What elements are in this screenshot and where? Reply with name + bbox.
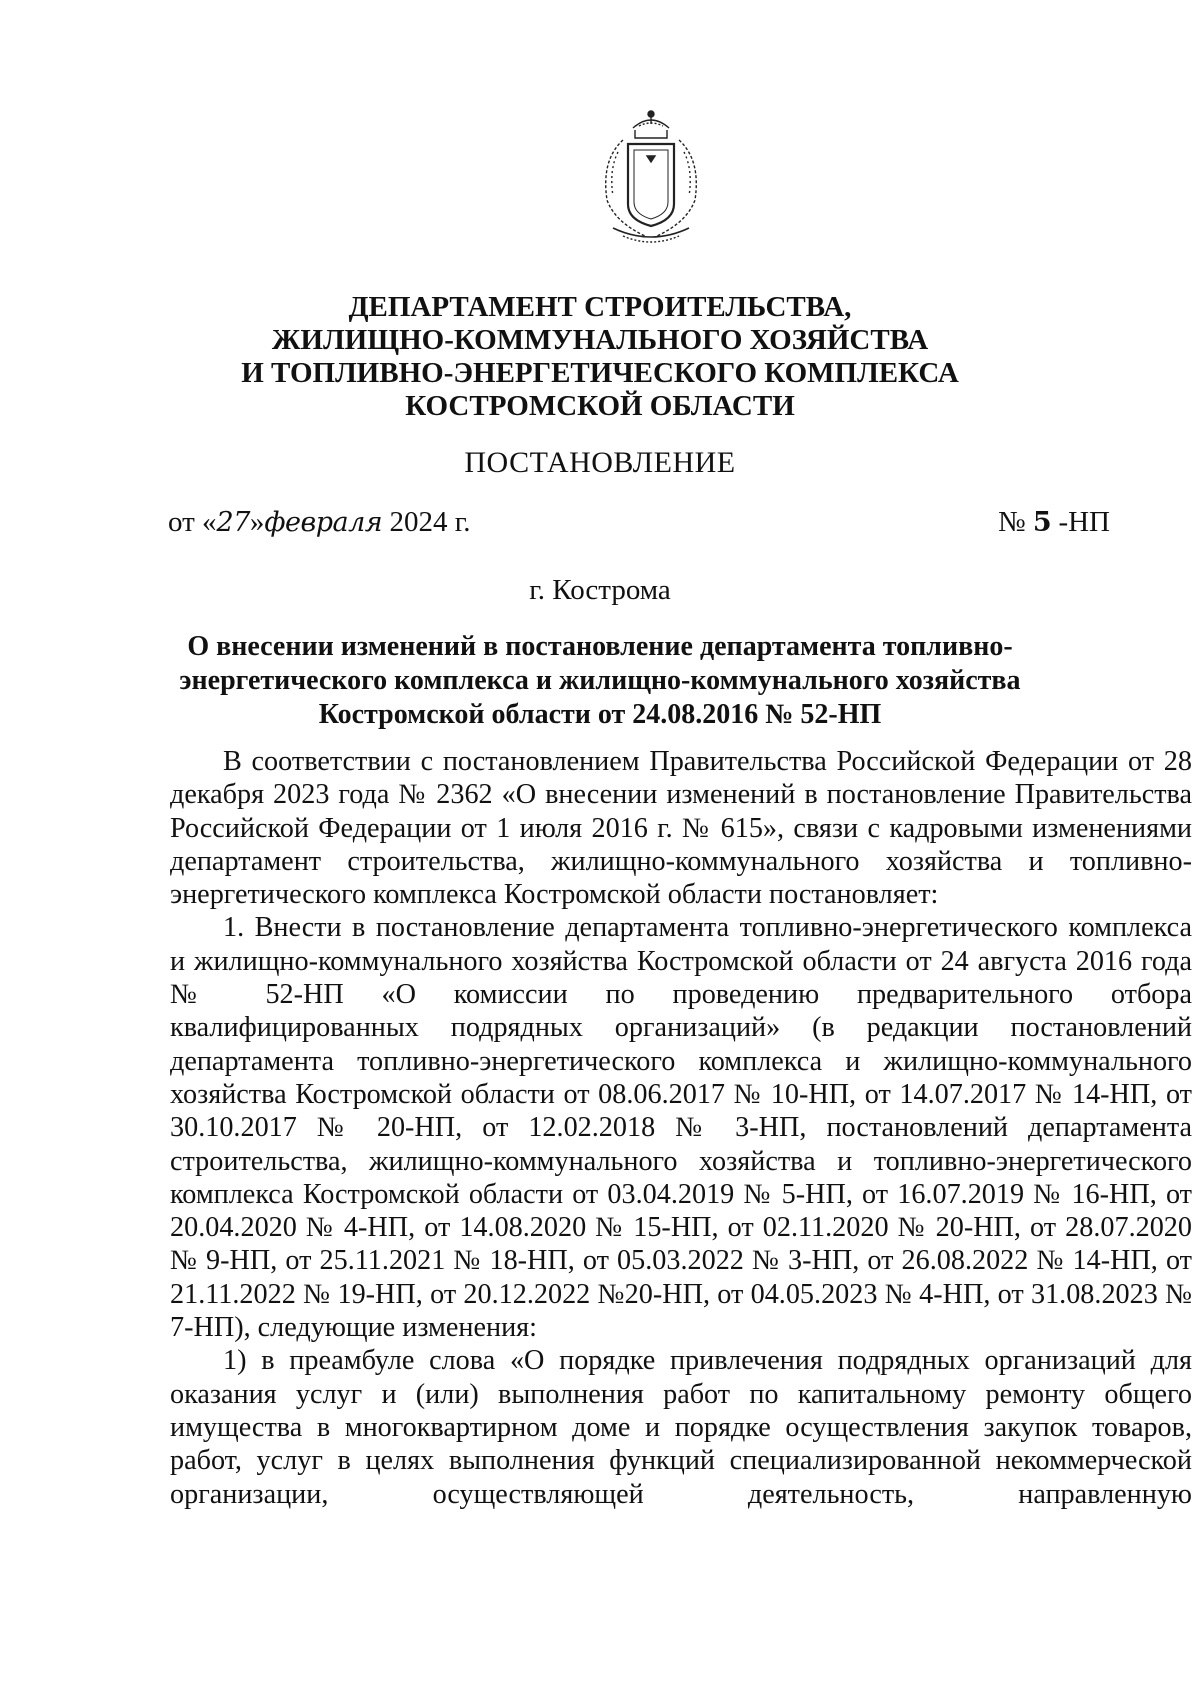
- document-body: [170, 745, 1192, 1511]
- date-year: 2024 г.: [382, 506, 471, 538]
- number-suffix: -НП: [1051, 506, 1110, 538]
- date-day-handwritten: 27: [216, 507, 250, 538]
- document-type: ПОСТАНОВЛЕНИЕ: [464, 446, 736, 479]
- number-prefix: №: [997, 506, 1033, 538]
- date-month-handwritten: февраля: [264, 507, 383, 538]
- subject-line: Костромской области от 24.08.2016 № 52-НП: [318, 699, 882, 730]
- document-subject: [160, 630, 1040, 732]
- department-line: ЖИЛИЩНО-КОММУНАЛЬНОГО ХОЗЯЙСТВА: [271, 324, 929, 356]
- department-line: КОСТРОМСКОЙ ОБЛАСТИ: [405, 390, 795, 422]
- date-mid: »: [249, 506, 265, 538]
- date-prefix: от «: [168, 506, 217, 538]
- document-date: [168, 506, 471, 539]
- number-handwritten: 5: [1032, 507, 1052, 538]
- subject-line: О внесении изменений в постановление департамента топливно-: [187, 631, 1013, 662]
- document-number: [998, 506, 1110, 539]
- city: г. Кострома: [529, 574, 671, 606]
- department-name: [150, 291, 1050, 423]
- department-line: ДЕПАРТАМЕНТ СТРОИТЕЛЬСТВА,: [348, 291, 852, 323]
- preamble-paragraph: В соответствии с постановлением Правительства Российской Федерации от 28 декабря 2023 года № 2362 «О внесении изменений в постановление Правительства Российской Федерации от 1 июля 2016 г. № 615», связи с кадровыми изменениями департамент строительства, жилищно-коммунального хозяйства и топливно-энергетического комплекса Костромской области постановляет:: [170, 746, 1192, 911]
- coat-of-arms-emblem: [571, 100, 731, 250]
- department-line: И ТОПЛИВНО-ЭНЕРГЕТИЧЕСКОГО КОМПЛЕКСА: [241, 357, 959, 389]
- item-1-1-paragraph: 1) в преамбуле слова «О порядке привлечения подрядных организаций для оказания услуг и (или) выполнения работ по капитальному ремонту общего имущества в многоквартирном доме и порядке осуществления закупок товаров, работ, услуг в целях выполнения функций специализированной некоммерческой организации, осуществляющей деятельность, направленную: [170, 1345, 1192, 1510]
- subject-line: энергетического комплекса и жилищно-коммунального хозяйства: [179, 665, 1021, 696]
- date-number-line: [168, 506, 1110, 546]
- item-1-paragraph: 1. Внести в постановление департамента топливно-энергетического комплекса и жилищно-коммунального хозяйства Костромской области от 24 августа 2016 года № 52-НП «О комиссии по проведению предварительного отбора квалифицированных подрядных организаций» (в редакции постановлений департамента топливно-энергетического комплекса и жилищно-коммунального хозяйства Костромской области от 08.06.2017 № 10-НП, от 14.07.2017 № 14-НП, от 30.10.2017 № 20-НП, от 12.02.2018 № 3-НП, постановлений департамента строительства, жилищно-коммунального хозяйства и топливно-энергетического комплекса Костромской области от 03.04.2019 № 5-НП, от 16.07.2019 № 16-НП, от 20.04.2020 № 4-НП, от 14.08.2020 № 15-НП, от 02.11.2020 № 20-НП, от 28.07.2020 № 9-НП, от 25.11.2021 № 18-НП, от 05.03.2022 № 3-НП, от 26.08.2022 № 14-НП, от 21.11.2022 № 19-НП, от 20.12.2022 №20-НП, от 04.05.2023 № 4-НП, от 31.08.2023 № 7-НП), следующие изменения:: [170, 912, 1192, 1344]
